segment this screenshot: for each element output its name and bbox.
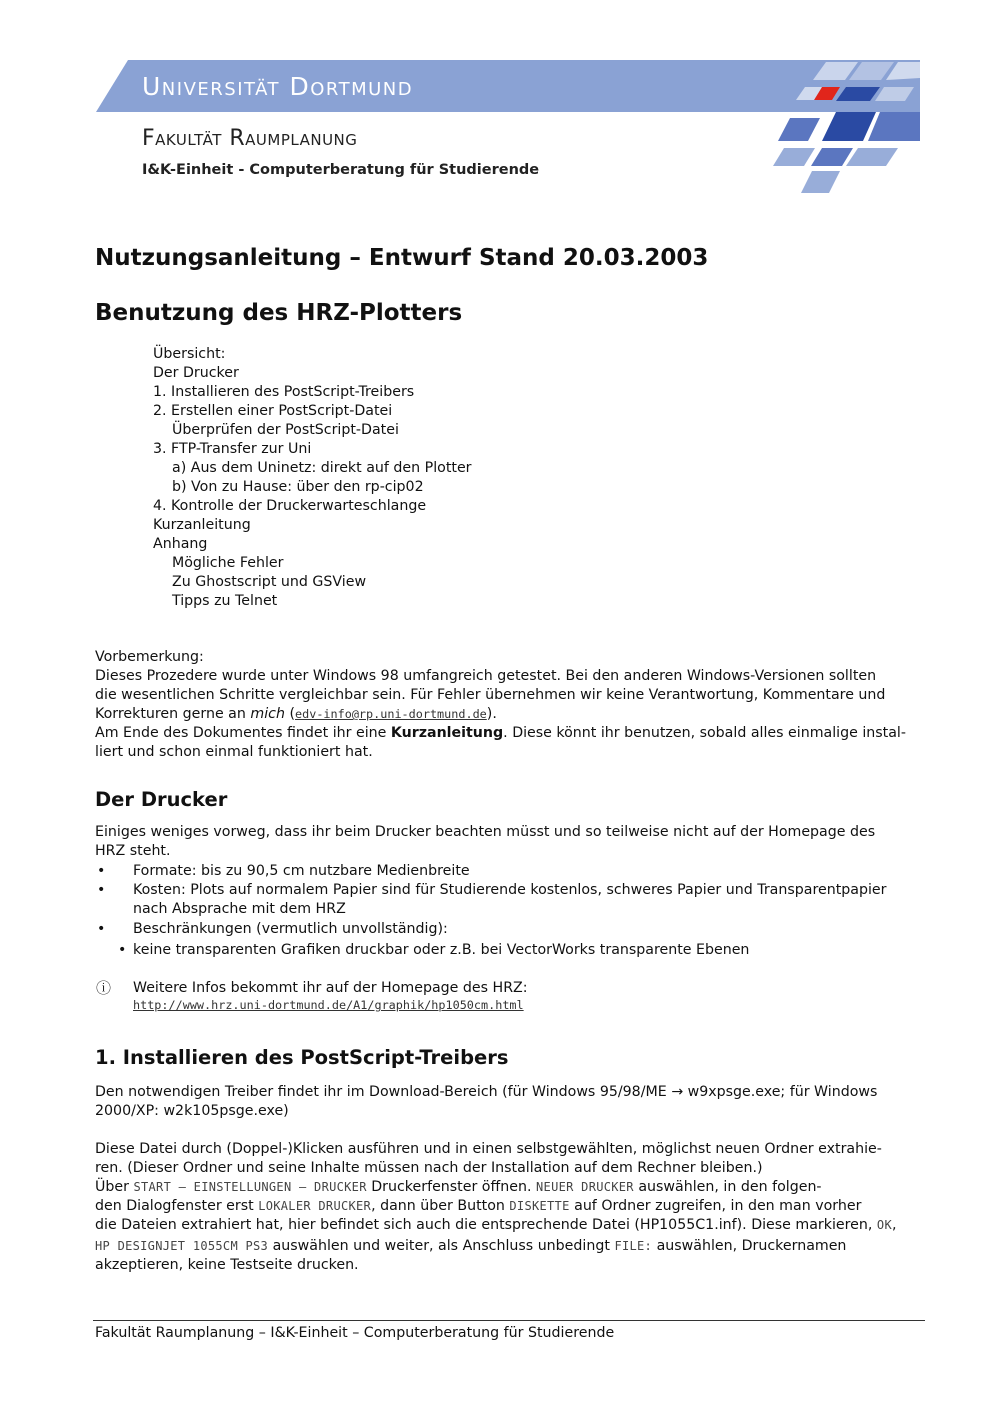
bullet-icon: •: [97, 882, 106, 898]
preface-line: liert und schon einmal funktioniert hat.: [95, 744, 373, 760]
document-title: Nutzungsanleitung – Entwurf Stand 20.03.2003: [95, 245, 709, 271]
toc-item: Anhang: [153, 536, 208, 552]
toc-item: b) Von zu Hause: über den rp-cip02: [172, 479, 424, 495]
info-icon: ⓘ: [96, 979, 112, 997]
menu-item: FILE:: [614, 1239, 653, 1253]
section-heading: 1. Installieren des PostScript-Treibers: [95, 1046, 509, 1069]
preface-text: Am Ende des Dokumentes findet ihr eine: [95, 725, 387, 741]
text: auswählen, Druckernamen: [656, 1238, 847, 1254]
bullet-text: Kosten: Plots auf normalem Papier sind für Studierende kostenlos, schweres Papier und Transparentpapier: [133, 882, 887, 898]
toc-item: Kurzanleitung: [153, 517, 251, 533]
preface-paren: (: [289, 706, 296, 722]
install-paragraph: Den notwendigen Treiber findet ihr im Download-Bereich (für Windows 95/98/ME → w9xpsge.exe; für Windows: [95, 1084, 878, 1100]
menu-item: LOKALER DRUCKER: [258, 1199, 372, 1213]
sub-bullet-text: keine transparenten Grafiken druckbar oder z.B. bei VectorWorks transparente Ebenen: [133, 942, 750, 958]
toc-heading: Übersicht:: [153, 346, 226, 362]
preface-bold: Kurzanleitung: [390, 725, 504, 741]
footer-text: Fakultät Raumplanung – I&K-Einheit – Computerberatung für Studierende: [95, 1325, 615, 1341]
menu-item: OK: [876, 1218, 892, 1232]
preface-paren: ).: [486, 706, 497, 722]
toc-item: Tipps zu Telnet: [172, 593, 278, 609]
faculty-name: Fakultät Raumplanung: [142, 126, 358, 151]
footer-divider: [93, 1320, 925, 1321]
text: auswählen, in den folgen-: [638, 1179, 822, 1195]
text: , dann über Button: [371, 1198, 505, 1214]
menu-item: NEUER DRUCKER: [536, 1180, 634, 1194]
bullet-text: Formate: bis zu 90,5 cm nutzbare Medienbreite: [133, 863, 470, 879]
printer-intro: HRZ steht.: [95, 843, 171, 859]
toc-item: 3. FTP-Transfer zur Uni: [153, 441, 312, 457]
bullet-icon: •: [97, 863, 106, 879]
preface-emphasis: mich: [250, 706, 285, 722]
menu-path: START – EINSTELLUNGEN – DRUCKER: [133, 1180, 367, 1194]
hrz-homepage-link[interactable]: http://www.hrz.uni-dortmund.de/A1/graphik/hp1050cm.html: [133, 998, 524, 1012]
toc-item: Überprüfen der PostScript-Datei: [172, 422, 399, 438]
university-name: Universität Dortmund: [142, 72, 414, 101]
toc-item: Mögliche Fehler: [172, 555, 284, 571]
menu-item: DISKETTE: [509, 1199, 570, 1213]
email-link[interactable]: edv-info@rp.uni-dortmund.de: [295, 707, 487, 721]
text: die Dateien extrahiert hat, hier befindet sich auch die entsprechende Datei (HP1055C1.inf). Diese markieren,: [95, 1217, 873, 1233]
toc-item: Der Drucker: [153, 365, 239, 381]
toc-item: 2. Erstellen einer PostScript-Datei: [153, 403, 393, 419]
install-line: [95, 1178, 822, 1197]
text: auf Ordner zugreifen, in den man vorher: [574, 1198, 862, 1214]
toc-item: Zu Ghostscript und GSView: [172, 574, 367, 590]
text: Über: [95, 1179, 129, 1195]
bullet-text: Beschränkungen (vermutlich unvollständig):: [133, 921, 448, 937]
install-paragraph: 2000/XP: w2k105psge.exe): [95, 1103, 289, 1119]
preface-line: Dieses Prozedere wurde unter Windows 98 umfangreich getestet. Bei den anderen Windows-Versionen sollten: [95, 668, 877, 684]
install-line: [95, 1237, 846, 1256]
text: ,: [891, 1217, 897, 1233]
sub-bullet-icon: •: [118, 942, 127, 958]
section-heading: Der Drucker: [95, 788, 228, 811]
preface-line: die wesentlichen Schritte vergleichbar sein. Für Fehler übernehmen wir keine Verantwortung, Kommentare und: [95, 687, 886, 703]
preface-text: Korrekturen gerne an: [95, 706, 246, 722]
unit-name: I&K-Einheit - Computerberatung für Studierende: [142, 162, 540, 178]
toc-item: 4. Kontrolle der Druckerwarteschlange: [153, 498, 427, 514]
text: auswählen und weiter, als Anschluss unbedingt: [272, 1238, 610, 1254]
preface-label: Vorbemerkung:: [95, 649, 204, 665]
install-line: [95, 1216, 897, 1235]
install-paragraph: ren. (Dieser Ordner und seine Inhalte müssen nach der Installation auf dem Rechner bleiben.): [95, 1160, 763, 1176]
document-subtitle: Benutzung des HRZ-Plotters: [95, 300, 463, 326]
install-line: akzeptieren, keine Testseite drucken.: [95, 1257, 359, 1273]
toc-item: 1. Installieren des PostScript-Treibers: [153, 384, 415, 400]
install-paragraph: Diese Datei durch (Doppel-)Klicken ausführen und in einen selbstgewählten, möglichst neuen Ordner extrahie-: [95, 1141, 882, 1157]
menu-item: HP DESIGNJET 1055CM PS3: [95, 1239, 269, 1253]
info-text: Weitere Infos bekommt ihr auf der Homepage des HRZ:: [133, 980, 528, 996]
toc-item: a) Aus dem Uninetz: direkt auf den Plotter: [172, 460, 472, 476]
bullet-text: nach Absprache mit dem HRZ: [133, 901, 346, 917]
preface-text: . Diese könnt ihr benutzen, sobald alles einmalige instal-: [503, 725, 906, 741]
text: den Dialogfenster erst: [95, 1198, 254, 1214]
install-line: [95, 1197, 861, 1216]
text: Druckerfenster öffnen.: [371, 1179, 532, 1195]
preface-line: [95, 705, 497, 724]
printer-intro: Einiges weniges vorweg, dass ihr beim Drucker beachten müsst und so teilweise nicht auf der Homepage des: [95, 824, 876, 840]
preface-line: [95, 724, 906, 743]
bullet-icon: •: [97, 921, 106, 937]
